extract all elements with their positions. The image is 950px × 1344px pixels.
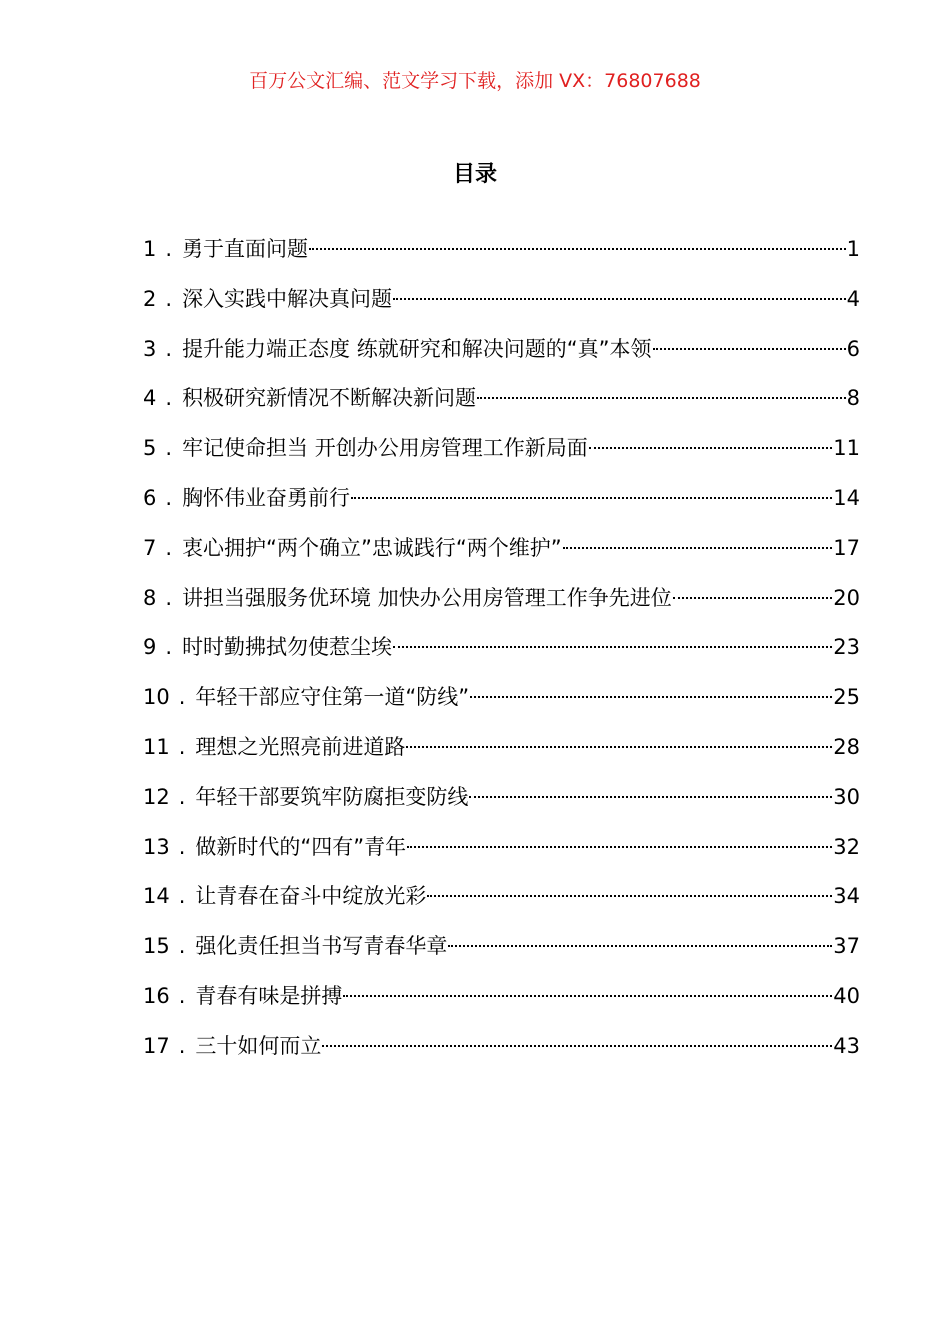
- toc-entry[interactable]: [143, 977, 860, 1027]
- toc-entry-title: 年轻干部应守住第一道“防线”: [195, 685, 470, 710]
- toc-entry-number: 14: [143, 884, 170, 909]
- toc-entry[interactable]: [143, 529, 860, 579]
- toc-entry-number: 13: [143, 834, 170, 859]
- toc-entry-title: 让青春在奋斗中绽放光彩: [195, 884, 427, 909]
- toc-entry-separator: .: [178, 784, 186, 809]
- toc-entry[interactable]: [143, 379, 860, 429]
- toc-entry-title: 积极研究新情况不断解决新问题: [182, 386, 477, 411]
- toc-entry-separator: .: [165, 635, 173, 660]
- toc-entry-separator: .: [165, 386, 173, 411]
- toc-entry[interactable]: [143, 778, 860, 828]
- toc-entry-number: 6: [143, 485, 157, 510]
- toc-entry-separator: .: [165, 436, 173, 461]
- toc-entry-page: 32: [833, 834, 860, 859]
- toc-entry[interactable]: [143, 728, 860, 778]
- toc-entry-page: 14: [833, 485, 860, 510]
- toc-entry[interactable]: [143, 579, 860, 629]
- toc-leader-dots: [653, 348, 846, 350]
- toc-entry-number: 5: [143, 436, 157, 461]
- toc-entry-page: 20: [833, 585, 860, 610]
- toc-entry-page: 4: [846, 286, 860, 311]
- toc-entry-separator: .: [165, 336, 173, 361]
- toc-leader-dots: [563, 547, 833, 549]
- toc-entry-number: 1: [143, 237, 157, 261]
- toc-entry-number: 7: [143, 535, 157, 560]
- toc-leader-dots: [351, 497, 832, 499]
- toc-entry-page: 25: [833, 685, 860, 710]
- toc-leader-dots: [470, 696, 832, 698]
- toc-entry-number: 15: [143, 934, 170, 959]
- toc-entry-number: 12: [143, 784, 170, 809]
- toc-entry-separator: .: [165, 535, 173, 560]
- toc-entry-title: 胸怀伟业奋勇前行: [182, 485, 351, 510]
- toc-entry[interactable]: [143, 330, 860, 380]
- toc-entry-title: 衷心拥护“两个确立”忠诚践行“两个维护”: [182, 535, 562, 560]
- toc-leader-dots: [343, 995, 832, 997]
- toc-leader-dots: [393, 646, 832, 648]
- toc-entry-number: 17: [143, 1033, 170, 1058]
- toc-entry-number: 8: [143, 585, 157, 610]
- toc-leader-dots: [673, 597, 833, 599]
- toc-entry-number: 9: [143, 635, 157, 660]
- toc-leader-dots: [309, 248, 846, 250]
- table-of-contents: [143, 230, 860, 1077]
- toc-entry-title: 深入实践中解决真问题: [182, 286, 393, 311]
- toc-entry-title: 年轻干部要筑牢防腐拒变防线: [195, 784, 469, 809]
- toc-entry-separator: .: [178, 734, 186, 759]
- toc-leader-dots: [322, 1045, 832, 1047]
- page-title: 目录: [452, 162, 497, 187]
- toc-entry-title: 三十如何而立: [195, 1033, 322, 1058]
- toc-entry-separator: .: [165, 585, 173, 610]
- toc-leader-dots: [589, 447, 833, 449]
- toc-leader-dots: [448, 945, 832, 947]
- toc-entry-separator: .: [165, 237, 173, 261]
- toc-leader-dots: [477, 397, 846, 399]
- toc-entry-number: 10: [143, 685, 170, 710]
- toc-entry[interactable]: [143, 927, 860, 977]
- toc-leader-dots: [407, 846, 832, 848]
- toc-entry-title: 讲担当强服务优环境 加快办公用房管理工作争先进位: [182, 585, 672, 610]
- toc-entry[interactable]: [143, 280, 860, 330]
- toc-entry[interactable]: [143, 429, 860, 479]
- toc-entry-page: 8: [846, 386, 860, 411]
- toc-entry[interactable]: [143, 1027, 860, 1077]
- toc-entry-page: 11: [833, 436, 860, 461]
- toc-entry[interactable]: [143, 828, 860, 878]
- toc-entry-title: 牢记使命担当 开创办公用房管理工作新局面: [182, 436, 588, 461]
- toc-entry-separator: .: [178, 884, 186, 909]
- toc-entry-title: 强化责任担当书写青春华章: [195, 934, 448, 959]
- toc-entry-page: 37: [833, 934, 860, 959]
- toc-entry-separator: .: [178, 685, 186, 710]
- toc-entry-title: 理想之光照亮前进道路: [195, 734, 406, 759]
- toc-entry-title: 提升能力端正态度 练就研究和解决问题的“真”本领: [182, 336, 652, 361]
- toc-entry-number: 3: [143, 336, 157, 361]
- header-note: 百万公文汇编、范文学习下载，添加 VX：76807688: [249, 70, 701, 92]
- toc-entry-number: 4: [143, 386, 157, 411]
- toc-entry-number: 16: [143, 983, 170, 1008]
- toc-entry[interactable]: [143, 479, 860, 529]
- toc-entry-separator: .: [178, 983, 186, 1008]
- toc-entry-page: 40: [833, 983, 860, 1008]
- toc-entry-title: 做新时代的“四有”青年: [195, 834, 407, 859]
- toc-entry-title: 青春有味是拼搏: [195, 983, 343, 1008]
- toc-entry-separator: .: [178, 1033, 186, 1058]
- toc-leader-dots: [406, 746, 832, 748]
- toc-entry-number: 11: [143, 734, 170, 759]
- toc-entry-number: 2: [143, 286, 157, 311]
- toc-entry-title: 时时勤拂拭勿使惹尘埃: [182, 635, 393, 660]
- toc-entry[interactable]: [143, 678, 860, 728]
- toc-entry[interactable]: [143, 230, 860, 280]
- toc-entry-page: 1: [846, 237, 860, 261]
- toc-entry-page: 28: [833, 734, 860, 759]
- toc-entry-page: 30: [833, 784, 860, 809]
- toc-entry-page: 43: [833, 1033, 860, 1058]
- toc-entry-separator: .: [165, 286, 173, 311]
- toc-entry-separator: .: [178, 934, 186, 959]
- toc-entry-separator: .: [178, 834, 186, 859]
- toc-entry-page: 17: [833, 535, 860, 560]
- toc-leader-dots: [469, 796, 832, 798]
- toc-entry[interactable]: [143, 628, 860, 678]
- toc-entry[interactable]: [143, 877, 860, 927]
- toc-entry-separator: .: [165, 485, 173, 510]
- toc-entry-page: 23: [833, 635, 860, 660]
- toc-leader-dots: [393, 298, 846, 300]
- toc-entry-page: 34: [833, 884, 860, 909]
- toc-leader-dots: [427, 895, 832, 897]
- toc-entry-page: 6: [846, 336, 860, 361]
- toc-entry-title: 勇于直面问题: [182, 237, 309, 261]
